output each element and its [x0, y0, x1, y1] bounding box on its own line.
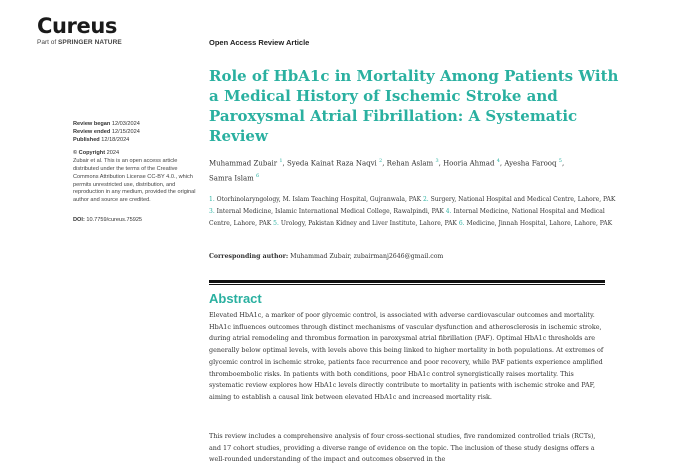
review-ended-row	[73, 129, 201, 137]
corresponding-author-contact[interactable]: Muhammad Zubair, zubairmanj2646@gmail.com	[290, 253, 444, 260]
affiliation-text: Surgery, National Hospital and Medical Centre, Lahore, PAK	[430, 196, 616, 203]
abstract-paragraph: This review includes a comprehensive analysis of four cross-sectional studies, five randomized controlled trials (RCTs), and 17 cohort studies, providing a diverse range of evidence on the topic. The inclusion of these study designs offers a well-rounded understanding of the impact and outcomes observed in the	[209, 432, 596, 464]
abstract-heading: Abstract	[209, 291, 262, 306]
logo-tagline-prefix: Part of	[37, 39, 58, 46]
published-row	[73, 137, 201, 145]
author-affiliation-marker: 6	[256, 173, 260, 180]
author-name[interactable]: Rehan Aslam	[386, 159, 434, 168]
affiliation-text: Internal Medicine, National Hospital and Medical Centre, Lahore, PAK	[209, 208, 605, 227]
affiliation-number: 1.	[209, 196, 215, 203]
doi-label: DOI:	[73, 216, 85, 223]
affiliations	[209, 194, 619, 230]
copyright-label: © Copyright	[73, 150, 106, 157]
affiliation-text: Otorhinolaryngology, M. Islam Teaching Hospital, Gujranwala, PAK	[216, 196, 422, 203]
corresponding-author	[209, 253, 443, 260]
review-began-date: 12/03/2024	[111, 121, 140, 127]
author-affiliation-marker: 1	[279, 158, 283, 164]
review-ended-date: 12/15/2024	[111, 128, 140, 135]
review-began-row	[73, 121, 201, 129]
review-began-label: Review began	[73, 121, 111, 127]
affiliation-text: Urology, Pakistan Kidney and Liver Institute, Lahore, PAK	[280, 220, 457, 227]
doi-row	[73, 217, 201, 225]
author-affiliation-marker: 2	[379, 158, 383, 164]
author-name[interactable]: Samra Islam	[209, 174, 254, 183]
springer-nature-brand: SPRINGER NATURE	[57, 39, 122, 46]
review-ended-label: Review ended	[73, 128, 111, 135]
author-name[interactable]: Syeda Kainat Raza Naqvi	[287, 159, 377, 168]
author-affiliation-marker: 3	[435, 158, 439, 164]
author-affiliation-marker: 5	[558, 158, 562, 164]
cureus-logo[interactable]	[37, 14, 122, 46]
corresponding-author-label: Corresponding author:	[209, 253, 289, 260]
article-metadata-sidebar	[73, 121, 201, 225]
abstract-paragraph: Elevated HbA1c, a marker of poor glycemic control, is associated with adverse cardiovascular outcomes and mortality. HbA1c influences outcomes through distinct mechanisms of vascular dysfunction and atherosclerosis in ischemic stroke, during atrial remodeling and thrombus formation in paroxysmal atrial fibrillation (PAF). Optimal HbA1c thresholds are generally below optimal levels, with levels above this being linked to higher mortality in both populations. At extremes of glycemic control in ischemic stroke, patients face recurrence and poor recovery, while PAF patients experience amplified thromboembolic risks. In patients with both conditions, poor HbA1c control synergistically raises mortality. This systematic review explores how HbA1c levels directly contribute to mortality in patients with ischemic stroke and PAF, aiming to establish a causal link between elevated HbA1c and increased mortality risk.	[209, 311, 604, 401]
published-date: 12/18/2024	[101, 136, 130, 143]
affiliation-number: 3.	[209, 208, 215, 215]
affiliation-number: 4.	[445, 208, 452, 215]
author-name[interactable]: Ayesha Farooq	[504, 159, 557, 168]
copyright-row	[73, 150, 201, 158]
affiliation-number: 2.	[422, 196, 429, 203]
affiliation-text: Medicine, Jinnah Hospital, Lahore, Lahore, PAK	[466, 220, 613, 227]
copyright-year: 2024	[106, 150, 120, 157]
author-list: Muhammad Zubair $^1$, Syeda Kainat Raza Naqvi $^2$, Rehan Aslam $^3$, Hooria Ahmad $^4$, Ayesha Farooq $^5$, Samra Islam $^6$	[209, 158, 565, 183]
logo-tagline	[37, 39, 122, 46]
author-name[interactable]: Muhammad Zubair	[209, 159, 278, 168]
logo-wordmark: Cureus	[37, 14, 118, 38]
doi-link[interactable]: 10.7759/cureus.75925	[86, 216, 143, 223]
author-affiliation-marker: 4	[496, 158, 500, 164]
license-text: Zubair et al. This is an open access article distributed under the terms of the Creative Commons Attribution License CC-BY 4.0., which permits unrestricted use, distribution, and reproduction in any medium, provided the original author and source are credited.	[73, 158, 196, 204]
article-type-label: Open Access Review Article	[209, 38, 310, 47]
affiliation-number: 6.	[458, 220, 465, 227]
article-title: Role of HbA1c in Mortality Among Patients With a Medical History of Ischemic Stroke and Paroxysmal Atrial Fibrillation: A Systematic Review	[209, 67, 619, 145]
section-divider-thin	[209, 284, 605, 285]
section-divider-thick	[209, 280, 605, 283]
affiliation-number: 5.	[273, 220, 279, 227]
affiliation-text: Internal Medicine, Islamic International Medical College, Rawalpindi, PAK	[216, 208, 444, 215]
author-name[interactable]: Hooria Ahmad	[443, 159, 495, 168]
published-label: Published	[73, 136, 100, 143]
